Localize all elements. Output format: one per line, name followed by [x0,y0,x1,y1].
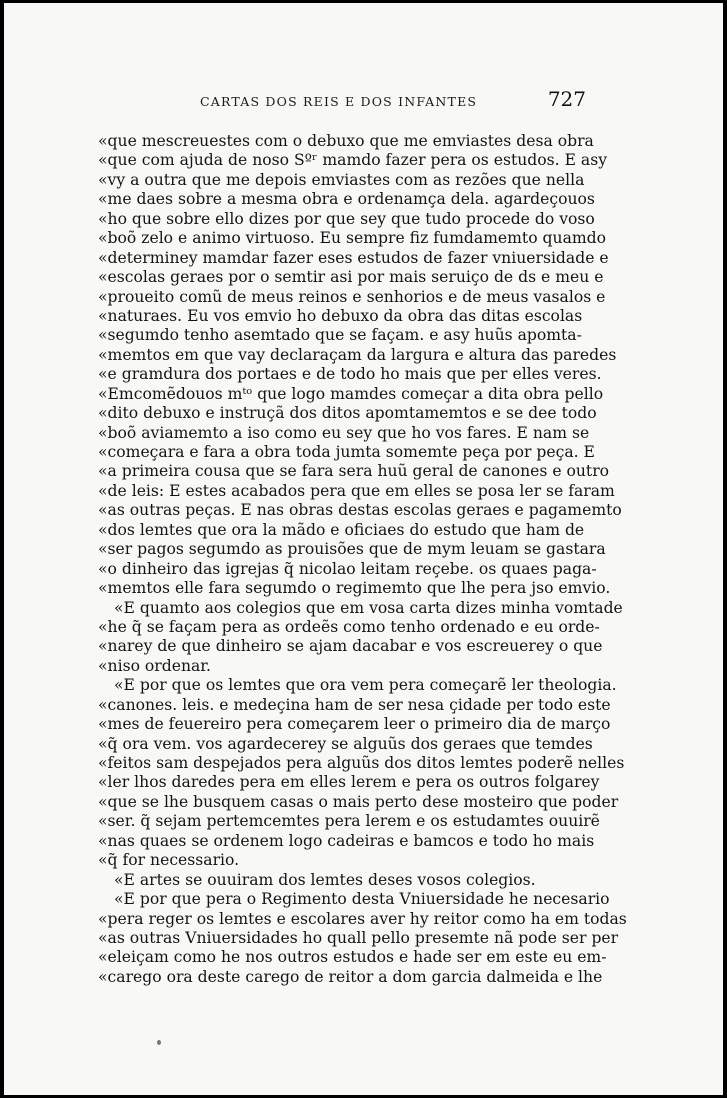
text-line: «memtos em que vay declaraçam da largura e altura das paredes [98,345,617,364]
text-line: «q̃ ora vem. vos agardecerey se alguũs dos geraes que temdes [98,734,593,753]
text-line: «as outras Vniuersidades ho quall pello presemte nã pode ser per [98,928,619,947]
text-line: «E por que pera o Regimento desta Vniuersidade he necesario [114,890,610,909]
text-line: «que mescreuestes com o debuxo que me emviastes desa obra [98,132,594,150]
text-line: «q̃ for necessario. [98,851,240,870]
text-line: «boõ aviamemto a iso como eu sey que ho vos fares. E nam se [98,423,590,442]
text-line: «dito debuxo e instruçã dos ditos apomtamemtos e se dee todo [98,404,597,423]
text-line: «segumdo tenho asemtado que se façam. e asy huũs apomta- [98,326,582,345]
page-header [98,88,586,112]
text-line: «pera reger os lemtes e escolares aver hy reitor como ha em todas [98,909,627,928]
text-line: «E artes se ouuiram dos lemtes deses vosos colegios. [114,870,536,889]
text-line: «canones. leis. e medeçina ham de ser nesa çidade per todo este [98,695,611,714]
text-line: «E por que os lemtes que ora vem pera começarẽ ler theologia. [114,676,617,695]
text-line: «carego ora deste carego de reitor a dom garcia dalmeida e lhe [98,967,603,986]
text-line: «E quamto aos colegios que em vosa carta dizes minha vomtade [114,598,623,617]
scan-border-left [0,0,4,1098]
text-line: «ho que sobre ello dizes por que sey que tudo procede do voso [98,209,595,228]
text-line: «he q̃ se façam pera as ordeẽs como tenho ordenado e eu orde- [98,617,600,636]
text-line: «naturaes. Eu vos emvio ho debuxo da obra das ditas escolas [98,306,583,325]
text-line: «niso ordenar. [98,656,212,675]
text-line: «as outras peças. E nas obras destas escolas geraes e pagamemto [98,501,622,520]
text-line: «o dinheiro das igrejas q̃ nicolao leitam reçebe. os quaes paga- [98,559,597,578]
ink-speck [157,1040,161,1045]
text-line: «escolas geraes por o semtir asi por mais seruiço de ds e meu e [98,268,604,287]
text-line: «dos lemtes que ora la mãdo e oficiaes do estudo que ham de [98,520,585,539]
text-line: «começara e fara a obra toda jumta somemte peça por peça. E [98,443,595,461]
text-line: «narey de que dinheiro se ajam dacabar e vos escreuerey o que [98,637,603,656]
text-line: «vy a outra que me depois emviastes com as rezões que nella [98,170,585,189]
text-line: «me daes sobre a mesma obra e ordenamça dela. agardeçouos [98,190,595,209]
page-number: 727 [547,87,586,111]
text-line: «ser pagos segumdo as prouisões que de mym leuam se gastara [98,540,606,559]
text-line: «nas quaes se ordenem logo cadeiras e bamcos e todo ho mais [98,831,595,850]
text-line: «memtos elle fara segumdo o regimemto que lhe pera jso emvio. [98,579,611,598]
text-line: «determiney mamdar fazer eses estudos de fazer vniuersidade e [98,248,609,267]
text-line: «proueito comũ de meus reinos e senhorios e de meus vasalos e [98,287,606,306]
text-line: «feitos sam despejados pera alguũs dos ditos lemtes poderẽ nelles [98,754,625,772]
text-line: «ler lhos daredes pera em elles lerem e pera os outros folgarey [98,773,600,792]
text-line: «eleiçam como he nos outros estudos e hade ser em este eu em- [98,948,607,967]
text-line: «que se lhe busquem casas o mais perto dese mosteiro que poder [98,792,619,811]
text-line: «mes de feuereiro pera começarem leer o primeiro dia de março [98,715,611,734]
text-line: «e gramdura dos portaes e de todo ho mais que per elles veres. [98,365,602,384]
scan-border-top [0,0,727,3]
text-line: «ser. q̃ sejam pertemcemtes pera lerem e os estudamtes ouuirẽ [98,812,600,831]
text-line: «de leis: E estes acabados pera que em elles se posa ler se faram [98,481,615,500]
text-line: «que com ajuda de noso Sºʳ mamdo fazer pera os estudos. E asy [98,151,608,170]
text-line: «Emcomẽdouos mᵗᵒ que logo mamdes começar a dita obra pello [98,384,604,403]
text-line: «boõ zelo e animo virtuoso. Eu sempre fiz fumdamemto quamdo [98,229,607,248]
letter-body-text [98,132,627,987]
running-title: CARTAS DOS REIS E DOS INFANTES [200,94,478,109]
scan-border-right [723,0,727,1098]
text-line: «a primeira cousa que se fara sera huũ geral de canones e outro [98,462,610,481]
